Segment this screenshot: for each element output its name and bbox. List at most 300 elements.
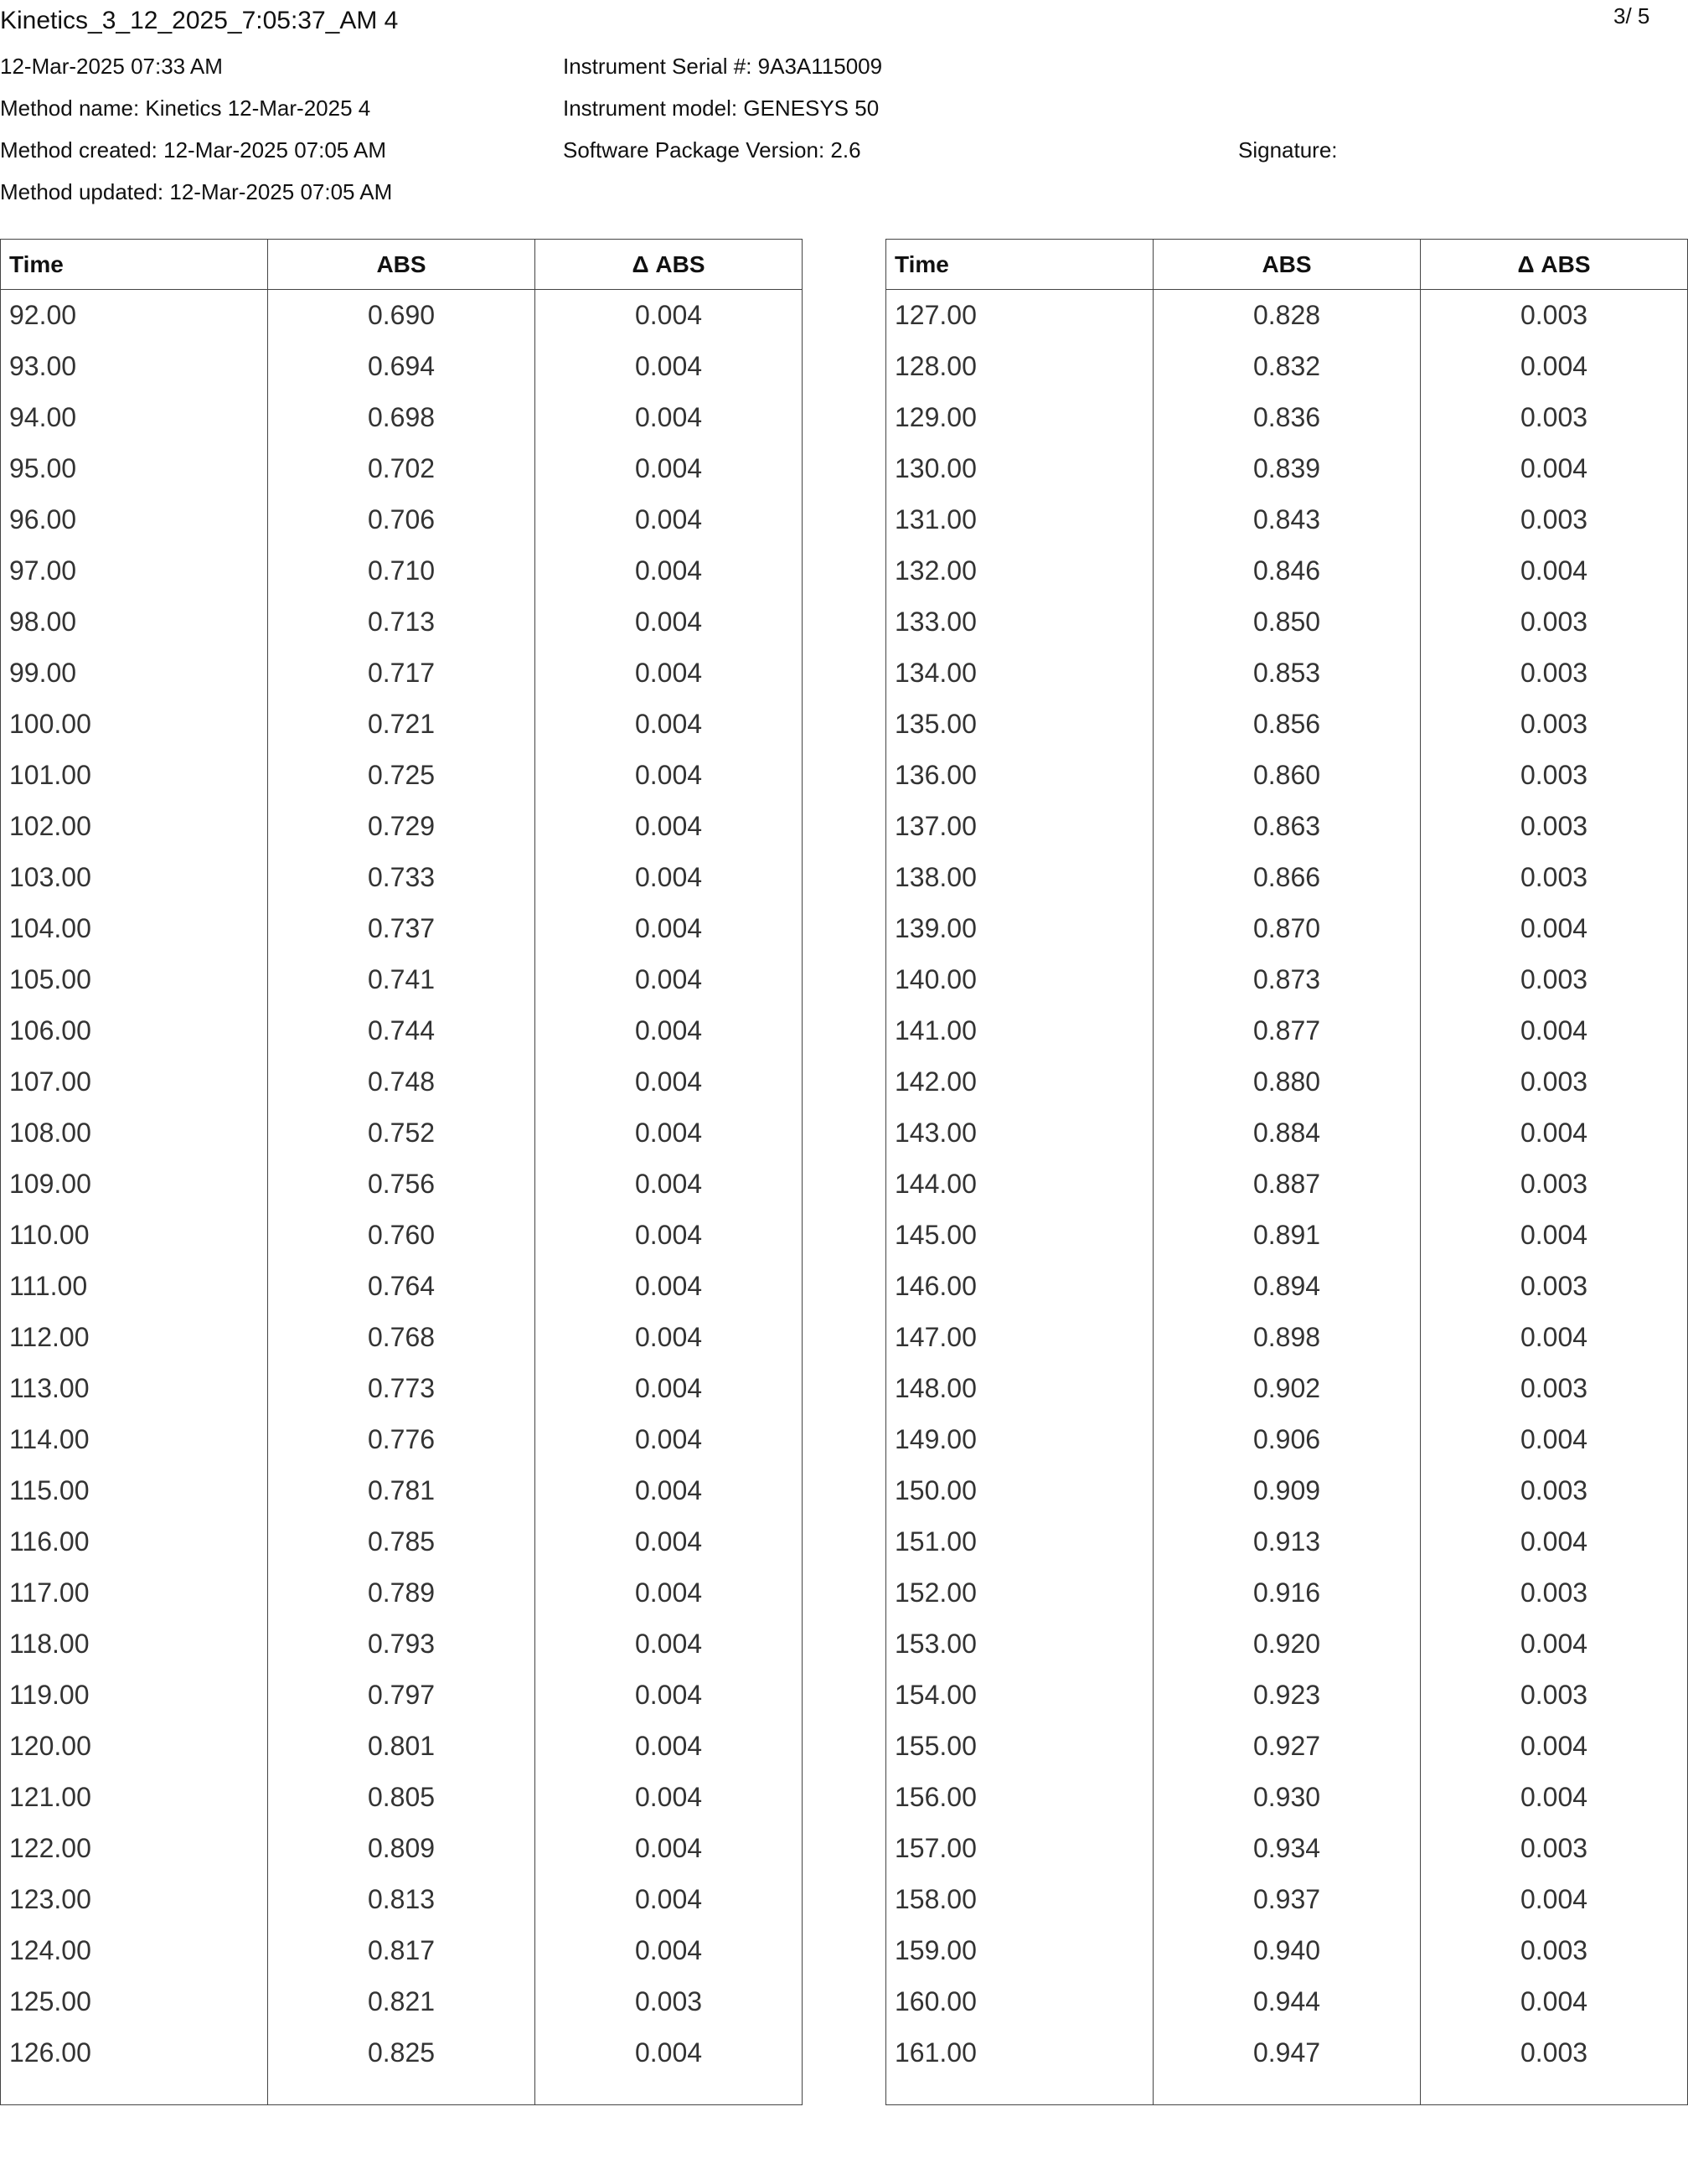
cell-time: 124.00 xyxy=(1,1925,268,1976)
table-row xyxy=(886,1210,1688,1261)
cell-time: 94.00 xyxy=(1,392,268,443)
cell-delta-abs: 0.003 xyxy=(1421,1159,1688,1210)
cell-time: 142.00 xyxy=(886,1056,1154,1107)
table-row xyxy=(886,1823,1688,1874)
cell-delta-abs: 0.004 xyxy=(535,290,803,341)
cell-abs: 0.846 xyxy=(1154,545,1421,596)
cell-delta-abs: 0.004 xyxy=(535,1619,803,1670)
cell-delta-abs: 0.004 xyxy=(535,494,803,545)
cell-time: 109.00 xyxy=(1,1159,268,1210)
cell-time: 138.00 xyxy=(886,852,1154,903)
table-row xyxy=(1,750,803,801)
empty-cell xyxy=(886,2078,1154,2105)
table-row xyxy=(886,392,1688,443)
table-row xyxy=(886,1976,1688,2027)
cell-time: 140.00 xyxy=(886,954,1154,1005)
cell-time: 97.00 xyxy=(1,545,268,596)
cell-time: 133.00 xyxy=(886,596,1154,648)
cell-time: 139.00 xyxy=(886,903,1154,954)
cell-delta-abs: 0.004 xyxy=(1421,1107,1688,1159)
table-row xyxy=(886,1516,1688,1567)
table-row xyxy=(1,1925,803,1976)
cell-abs: 0.913 xyxy=(1154,1516,1421,1567)
cell-time: 108.00 xyxy=(1,1107,268,1159)
table-row xyxy=(886,1261,1688,1312)
column-header-delta-abs: Δ ABS xyxy=(1421,240,1688,290)
cell-abs: 0.776 xyxy=(268,1414,535,1465)
table-row xyxy=(1,1414,803,1465)
cell-time: 154.00 xyxy=(886,1670,1154,1721)
instrument-serial: Instrument Serial #: 9A3A115009 xyxy=(563,54,883,79)
cell-delta-abs: 0.003 xyxy=(1421,1925,1688,1976)
cell-abs: 0.817 xyxy=(268,1925,535,1976)
cell-delta-abs: 0.003 xyxy=(1421,2027,1688,2078)
cell-abs: 0.813 xyxy=(268,1874,535,1925)
cell-delta-abs: 0.004 xyxy=(1421,1976,1688,2027)
cell-delta-abs: 0.003 xyxy=(1421,1567,1688,1619)
cell-abs: 0.773 xyxy=(268,1363,535,1414)
report-datetime: 12-Mar-2025 07:33 AM xyxy=(0,54,223,79)
cell-time: 152.00 xyxy=(886,1567,1154,1619)
cell-time: 112.00 xyxy=(1,1312,268,1363)
empty-cell xyxy=(1,2078,268,2105)
cell-delta-abs: 0.004 xyxy=(535,392,803,443)
cell-delta-abs: 0.004 xyxy=(535,1516,803,1567)
software-version: Software Package Version: 2.6 xyxy=(563,137,861,163)
cell-abs: 0.768 xyxy=(268,1312,535,1363)
cell-delta-abs: 0.004 xyxy=(535,1261,803,1312)
cell-abs: 0.860 xyxy=(1154,750,1421,801)
cell-abs: 0.825 xyxy=(268,2027,535,2078)
cell-abs: 0.756 xyxy=(268,1159,535,1210)
cell-delta-abs: 0.003 xyxy=(1421,801,1688,852)
cell-delta-abs: 0.004 xyxy=(535,545,803,596)
cell-time: 161.00 xyxy=(886,2027,1154,2078)
cell-time: 95.00 xyxy=(1,443,268,494)
cell-delta-abs: 0.004 xyxy=(535,801,803,852)
table-row xyxy=(886,1874,1688,1925)
column-header-abs: ABS xyxy=(268,240,535,290)
cell-time: 159.00 xyxy=(886,1925,1154,1976)
cell-time: 149.00 xyxy=(886,1414,1154,1465)
cell-time: 106.00 xyxy=(1,1005,268,1056)
cell-abs: 0.710 xyxy=(268,545,535,596)
cell-delta-abs: 0.004 xyxy=(1421,1619,1688,1670)
cell-delta-abs: 0.004 xyxy=(535,1414,803,1465)
table-row xyxy=(886,1465,1688,1516)
empty-cell xyxy=(1154,2078,1421,2105)
cell-delta-abs: 0.004 xyxy=(535,443,803,494)
cell-abs: 0.891 xyxy=(1154,1210,1421,1261)
cell-delta-abs: 0.004 xyxy=(535,903,803,954)
cell-abs: 0.748 xyxy=(268,1056,535,1107)
cell-time: 131.00 xyxy=(886,494,1154,545)
table-row xyxy=(886,903,1688,954)
table-row xyxy=(1,1056,803,1107)
cell-time: 111.00 xyxy=(1,1261,268,1312)
table-body-right xyxy=(886,290,1688,2105)
cell-time: 104.00 xyxy=(1,903,268,954)
table-row xyxy=(1,903,803,954)
table-row xyxy=(1,1976,803,2027)
cell-time: 118.00 xyxy=(1,1619,268,1670)
cell-abs: 0.923 xyxy=(1154,1670,1421,1721)
cell-delta-abs: 0.004 xyxy=(535,954,803,1005)
cell-delta-abs: 0.004 xyxy=(1421,1516,1688,1567)
cell-delta-abs: 0.004 xyxy=(535,1772,803,1823)
table-row xyxy=(1,392,803,443)
cell-time: 155.00 xyxy=(886,1721,1154,1772)
cell-delta-abs: 0.003 xyxy=(535,1976,803,2027)
cell-delta-abs: 0.004 xyxy=(535,1823,803,1874)
cell-delta-abs: 0.003 xyxy=(1421,290,1688,341)
cell-abs: 0.717 xyxy=(268,648,535,699)
table-row xyxy=(886,596,1688,648)
cell-delta-abs: 0.003 xyxy=(1421,1670,1688,1721)
cell-time: 158.00 xyxy=(886,1874,1154,1925)
cell-abs: 0.873 xyxy=(1154,954,1421,1005)
table-row xyxy=(886,1312,1688,1363)
cell-delta-abs: 0.004 xyxy=(535,1210,803,1261)
cell-abs: 0.752 xyxy=(268,1107,535,1159)
cell-time: 157.00 xyxy=(886,1823,1154,1874)
cell-abs: 0.725 xyxy=(268,750,535,801)
cell-abs: 0.853 xyxy=(1154,648,1421,699)
empty-cell xyxy=(268,2078,535,2105)
cell-time: 122.00 xyxy=(1,1823,268,1874)
cell-delta-abs: 0.004 xyxy=(1421,1772,1688,1823)
cell-abs: 0.760 xyxy=(268,1210,535,1261)
cell-delta-abs: 0.004 xyxy=(1421,443,1688,494)
cell-delta-abs: 0.004 xyxy=(535,1159,803,1210)
table-row xyxy=(1,648,803,699)
table-row xyxy=(1,596,803,648)
cell-time: 115.00 xyxy=(1,1465,268,1516)
column-header-time: Time xyxy=(1,240,268,290)
cell-time: 96.00 xyxy=(1,494,268,545)
cell-abs: 0.920 xyxy=(1154,1619,1421,1670)
cell-delta-abs: 0.004 xyxy=(1421,1721,1688,1772)
table-bottom-padding xyxy=(1,2078,803,2105)
cell-time: 117.00 xyxy=(1,1567,268,1619)
table-row xyxy=(886,1414,1688,1465)
cell-abs: 0.809 xyxy=(268,1823,535,1874)
cell-abs: 0.894 xyxy=(1154,1261,1421,1312)
cell-abs: 0.793 xyxy=(268,1619,535,1670)
cell-abs: 0.870 xyxy=(1154,903,1421,954)
cell-time: 135.00 xyxy=(886,699,1154,750)
cell-time: 136.00 xyxy=(886,750,1154,801)
table-row xyxy=(886,1005,1688,1056)
table-row xyxy=(886,1619,1688,1670)
cell-abs: 0.690 xyxy=(268,290,535,341)
cell-time: 141.00 xyxy=(886,1005,1154,1056)
cell-time: 120.00 xyxy=(1,1721,268,1772)
table-row xyxy=(886,1772,1688,1823)
cell-delta-abs: 0.004 xyxy=(535,699,803,750)
table-header-row xyxy=(886,240,1688,290)
cell-abs: 0.805 xyxy=(268,1772,535,1823)
cell-delta-abs: 0.004 xyxy=(1421,1005,1688,1056)
cell-delta-abs: 0.003 xyxy=(1421,1363,1688,1414)
cell-delta-abs: 0.004 xyxy=(535,1721,803,1772)
table-row xyxy=(1,699,803,750)
cell-abs: 0.909 xyxy=(1154,1465,1421,1516)
cell-time: 100.00 xyxy=(1,699,268,750)
table-row xyxy=(1,1005,803,1056)
table-row xyxy=(886,801,1688,852)
column-header-abs: ABS xyxy=(1154,240,1421,290)
cell-abs: 0.866 xyxy=(1154,852,1421,903)
table-row xyxy=(886,2027,1688,2078)
cell-delta-abs: 0.004 xyxy=(535,852,803,903)
cell-delta-abs: 0.003 xyxy=(1421,648,1688,699)
cell-delta-abs: 0.004 xyxy=(1421,1874,1688,1925)
method-updated: Method updated: 12-Mar-2025 07:05 AM xyxy=(0,179,393,204)
cell-delta-abs: 0.003 xyxy=(1421,392,1688,443)
cell-time: 116.00 xyxy=(1,1516,268,1567)
cell-time: 130.00 xyxy=(886,443,1154,494)
cell-time: 121.00 xyxy=(1,1772,268,1823)
cell-delta-abs: 0.003 xyxy=(1421,494,1688,545)
cell-time: 93.00 xyxy=(1,341,268,392)
cell-time: 113.00 xyxy=(1,1363,268,1414)
method-name: Method name: Kinetics 12-Mar-2025 4 xyxy=(0,96,371,121)
cell-time: 126.00 xyxy=(1,2027,268,2078)
cell-time: 127.00 xyxy=(886,290,1154,341)
cell-delta-abs: 0.004 xyxy=(535,1107,803,1159)
cell-time: 98.00 xyxy=(1,596,268,648)
table-row xyxy=(886,750,1688,801)
table-row xyxy=(1,341,803,392)
cell-delta-abs: 0.004 xyxy=(1421,903,1688,954)
cell-abs: 0.702 xyxy=(268,443,535,494)
cell-abs: 0.930 xyxy=(1154,1772,1421,1823)
cell-time: 132.00 xyxy=(886,545,1154,596)
cell-time: 144.00 xyxy=(886,1159,1154,1210)
cell-abs: 0.947 xyxy=(1154,2027,1421,2078)
cell-abs: 0.887 xyxy=(1154,1159,1421,1210)
cell-delta-abs: 0.003 xyxy=(1421,852,1688,903)
table-row xyxy=(1,1619,803,1670)
cell-delta-abs: 0.004 xyxy=(535,1925,803,1976)
table-row xyxy=(1,1210,803,1261)
table-header-row xyxy=(1,240,803,290)
cell-time: 101.00 xyxy=(1,750,268,801)
table-row xyxy=(886,1721,1688,1772)
cell-abs: 0.706 xyxy=(268,494,535,545)
cell-abs: 0.828 xyxy=(1154,290,1421,341)
table-row xyxy=(1,801,803,852)
cell-abs: 0.934 xyxy=(1154,1823,1421,1874)
cell-abs: 0.741 xyxy=(268,954,535,1005)
table-row xyxy=(1,852,803,903)
cell-abs: 0.729 xyxy=(268,801,535,852)
cell-abs: 0.821 xyxy=(268,1976,535,2027)
table-row xyxy=(1,443,803,494)
method-created: Method created: 12-Mar-2025 07:05 AM xyxy=(0,137,387,163)
cell-abs: 0.856 xyxy=(1154,699,1421,750)
cell-time: 147.00 xyxy=(886,1312,1154,1363)
cell-abs: 0.863 xyxy=(1154,801,1421,852)
table-row xyxy=(886,1567,1688,1619)
cell-abs: 0.843 xyxy=(1154,494,1421,545)
cell-delta-abs: 0.004 xyxy=(535,2027,803,2078)
cell-abs: 0.944 xyxy=(1154,1976,1421,2027)
cell-abs: 0.797 xyxy=(268,1670,535,1721)
cell-abs: 0.877 xyxy=(1154,1005,1421,1056)
cell-delta-abs: 0.003 xyxy=(1421,1056,1688,1107)
cell-time: 125.00 xyxy=(1,1976,268,2027)
table-row xyxy=(1,290,803,341)
cell-time: 146.00 xyxy=(886,1261,1154,1312)
cell-time: 128.00 xyxy=(886,341,1154,392)
cell-abs: 0.781 xyxy=(268,1465,535,1516)
cell-abs: 0.832 xyxy=(1154,341,1421,392)
empty-cell xyxy=(535,2078,803,2105)
table-row xyxy=(1,1261,803,1312)
cell-time: 123.00 xyxy=(1,1874,268,1925)
cell-time: 156.00 xyxy=(886,1772,1154,1823)
data-table-left xyxy=(0,239,803,2105)
cell-abs: 0.764 xyxy=(268,1261,535,1312)
table-row xyxy=(1,1823,803,1874)
cell-abs: 0.937 xyxy=(1154,1874,1421,1925)
table-bottom-padding xyxy=(886,2078,1688,2105)
cell-time: 151.00 xyxy=(886,1516,1154,1567)
cell-delta-abs: 0.004 xyxy=(1421,1210,1688,1261)
cell-delta-abs: 0.004 xyxy=(535,1567,803,1619)
cell-delta-abs: 0.004 xyxy=(1421,341,1688,392)
cell-delta-abs: 0.003 xyxy=(1421,750,1688,801)
table-row xyxy=(886,341,1688,392)
cell-time: 119.00 xyxy=(1,1670,268,1721)
page-number: 3/ 5 xyxy=(1613,3,1650,28)
table-row xyxy=(1,1567,803,1619)
cell-time: 107.00 xyxy=(1,1056,268,1107)
cell-time: 99.00 xyxy=(1,648,268,699)
table-row xyxy=(1,954,803,1005)
table-row xyxy=(1,1670,803,1721)
cell-time: 134.00 xyxy=(886,648,1154,699)
cell-delta-abs: 0.004 xyxy=(535,341,803,392)
cell-abs: 0.836 xyxy=(1154,392,1421,443)
table-row xyxy=(886,290,1688,341)
table-row xyxy=(1,1874,803,1925)
cell-delta-abs: 0.004 xyxy=(535,1056,803,1107)
cell-abs: 0.789 xyxy=(268,1567,535,1619)
cell-delta-abs: 0.004 xyxy=(535,1874,803,1925)
cell-delta-abs: 0.004 xyxy=(535,596,803,648)
cell-abs: 0.737 xyxy=(268,903,535,954)
cell-time: 148.00 xyxy=(886,1363,1154,1414)
cell-delta-abs: 0.004 xyxy=(535,1465,803,1516)
table-row xyxy=(886,494,1688,545)
cell-time: 145.00 xyxy=(886,1210,1154,1261)
table-row xyxy=(886,1670,1688,1721)
cell-delta-abs: 0.003 xyxy=(1421,596,1688,648)
cell-abs: 0.801 xyxy=(268,1721,535,1772)
cell-time: 160.00 xyxy=(886,1976,1154,2027)
cell-delta-abs: 0.004 xyxy=(1421,1414,1688,1465)
cell-abs: 0.744 xyxy=(268,1005,535,1056)
table-row xyxy=(1,545,803,596)
signature-label: Signature: xyxy=(1238,137,1338,163)
empty-cell xyxy=(1421,2078,1688,2105)
cell-time: 114.00 xyxy=(1,1414,268,1465)
cell-abs: 0.839 xyxy=(1154,443,1421,494)
cell-time: 129.00 xyxy=(886,392,1154,443)
table-row xyxy=(886,954,1688,1005)
cell-time: 102.00 xyxy=(1,801,268,852)
cell-abs: 0.898 xyxy=(1154,1312,1421,1363)
cell-delta-abs: 0.004 xyxy=(535,648,803,699)
column-header-time: Time xyxy=(886,240,1154,290)
table-row xyxy=(886,699,1688,750)
cell-time: 137.00 xyxy=(886,801,1154,852)
table-row xyxy=(1,1159,803,1210)
document-title: Kinetics_3_12_2025_7:05:37_AM 4 xyxy=(0,7,399,34)
table-row xyxy=(1,494,803,545)
cell-delta-abs: 0.004 xyxy=(535,1005,803,1056)
cell-abs: 0.785 xyxy=(268,1516,535,1567)
table-body-left xyxy=(1,290,803,2105)
cell-abs: 0.694 xyxy=(268,341,535,392)
cell-time: 110.00 xyxy=(1,1210,268,1261)
cell-abs: 0.940 xyxy=(1154,1925,1421,1976)
table-row xyxy=(886,1159,1688,1210)
cell-delta-abs: 0.003 xyxy=(1421,1823,1688,1874)
cell-delta-abs: 0.004 xyxy=(535,1670,803,1721)
cell-abs: 0.698 xyxy=(268,392,535,443)
cell-delta-abs: 0.003 xyxy=(1421,1465,1688,1516)
table-row xyxy=(1,1312,803,1363)
cell-time: 150.00 xyxy=(886,1465,1154,1516)
table-row xyxy=(886,545,1688,596)
cell-abs: 0.850 xyxy=(1154,596,1421,648)
cell-abs: 0.733 xyxy=(268,852,535,903)
cell-abs: 0.721 xyxy=(268,699,535,750)
cell-abs: 0.713 xyxy=(268,596,535,648)
cell-abs: 0.927 xyxy=(1154,1721,1421,1772)
table-row xyxy=(886,1363,1688,1414)
table-row xyxy=(1,1465,803,1516)
cell-time: 153.00 xyxy=(886,1619,1154,1670)
cell-delta-abs: 0.003 xyxy=(1421,954,1688,1005)
table-row xyxy=(1,1363,803,1414)
table-row xyxy=(886,1925,1688,1976)
cell-time: 92.00 xyxy=(1,290,268,341)
table-row xyxy=(886,1056,1688,1107)
table-row xyxy=(886,443,1688,494)
cell-abs: 0.880 xyxy=(1154,1056,1421,1107)
cell-delta-abs: 0.004 xyxy=(535,750,803,801)
cell-abs: 0.906 xyxy=(1154,1414,1421,1465)
table-row xyxy=(1,1516,803,1567)
data-table-right xyxy=(885,239,1688,2105)
cell-time: 105.00 xyxy=(1,954,268,1005)
cell-abs: 0.884 xyxy=(1154,1107,1421,1159)
cell-delta-abs: 0.004 xyxy=(535,1312,803,1363)
table-row xyxy=(886,648,1688,699)
cell-delta-abs: 0.003 xyxy=(1421,699,1688,750)
cell-delta-abs: 0.004 xyxy=(1421,545,1688,596)
cell-delta-abs: 0.004 xyxy=(1421,1312,1688,1363)
column-header-delta-abs: Δ ABS xyxy=(535,240,803,290)
cell-time: 103.00 xyxy=(1,852,268,903)
cell-delta-abs: 0.003 xyxy=(1421,1261,1688,1312)
table-row xyxy=(1,2027,803,2078)
